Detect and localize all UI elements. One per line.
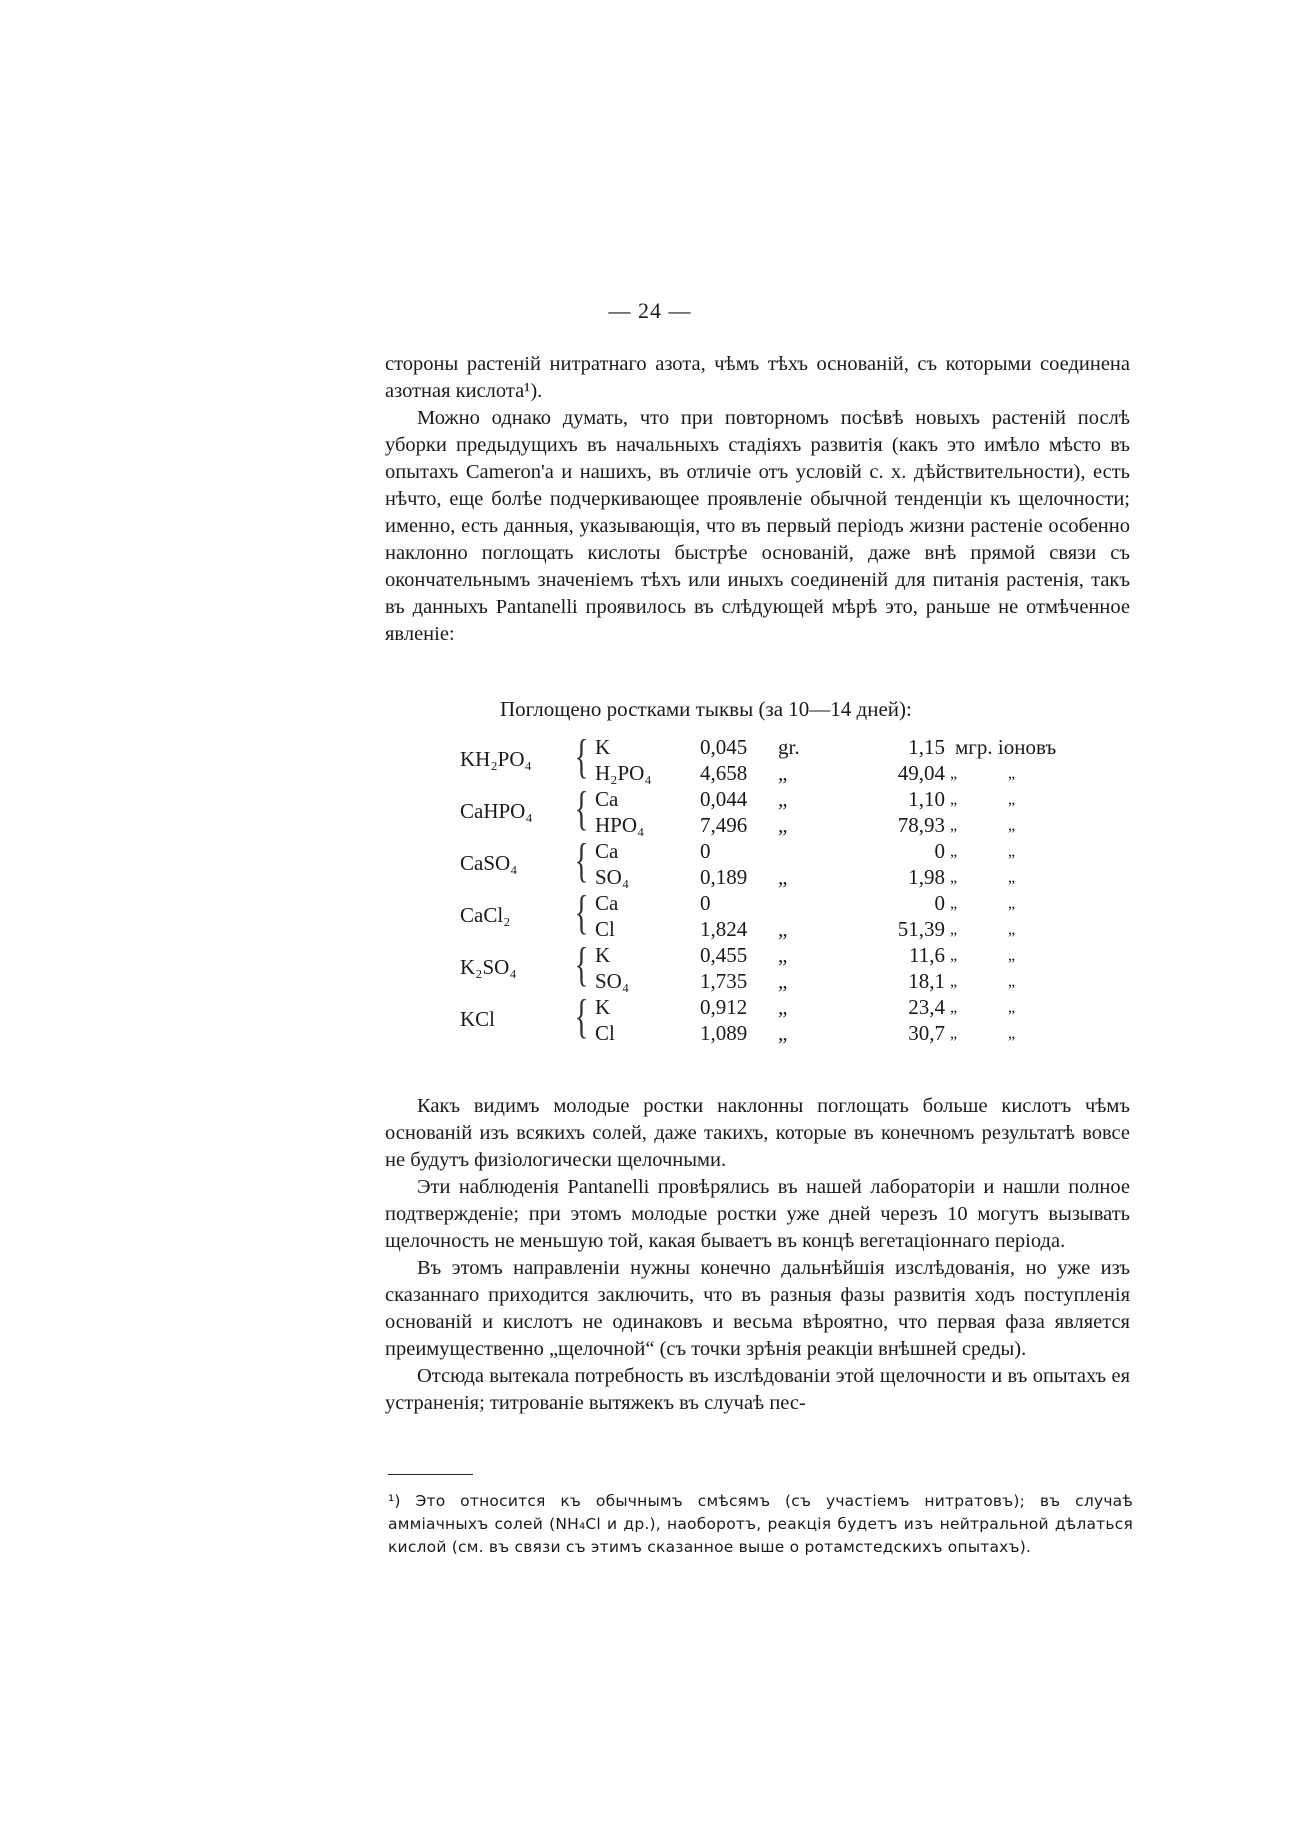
salt-group — [460, 782, 1080, 839]
grams-value: 0 — [700, 839, 711, 863]
ditto-mark: „ — [778, 1021, 788, 1045]
milligrams-value: 1,10 — [908, 787, 945, 811]
table-row — [460, 943, 1080, 969]
table-row — [460, 839, 1080, 865]
salt-formula: CaSO₄ — [460, 851, 518, 875]
table-row — [460, 787, 1080, 813]
table-row — [460, 735, 1080, 761]
ditto-mark: „ — [1008, 999, 1016, 1016]
ditto-mark: „ — [1008, 817, 1016, 834]
ditto-mark: „ — [950, 973, 958, 990]
ditto-mark: „ — [778, 943, 788, 967]
ion-name: Ca — [595, 787, 619, 811]
ditto-mark: „ — [778, 969, 788, 993]
milligrams-value: 30,7 — [908, 1021, 945, 1045]
table-row — [460, 865, 1080, 891]
milligrams-value: 49,04 — [897, 761, 945, 785]
absorption-table — [460, 730, 1080, 1055]
salt-formula: CaCl₂ — [460, 903, 511, 927]
ion-name: K — [595, 735, 611, 759]
table-row — [460, 891, 1080, 917]
ditto-mark: „ — [778, 761, 788, 785]
footnote: ¹) Это относится къ обычнымъ смѣсямъ (съ участіемъ нитратовъ); въ случаѣ аммiачныхъ солей (NH₄Cl и др.), наоборотъ, реакція будетъ изъ нейтральной дѣлаться кислой (см. въ связи съ этимъ сказанное выше о ротамстедскихъ опытахъ). — [388, 1492, 1133, 1556]
ditto-mark: „ — [950, 791, 958, 808]
brace-icon: { — [574, 834, 589, 887]
ion-name: Ca — [595, 891, 619, 915]
ditto-mark: „ — [1008, 973, 1016, 990]
paragraph: Можно однако думать, что при повторномъ посѣвѣ новыхъ растеній послѣ уборки предыдущихъ въ начальныхъ стадіяхъ развитія (какъ это имѣло мѣсто въ опытахъ Cameron'a и нашихъ, въ отличіе отъ условій с. х. дѣйствительности), есть нѣчто, еще болѣе подчеркивающее проявленіе обычной тенденціи къ щелочности; именно, есть данныя, указывающія, что въ первый періодъ жизни растеніе особенно наклонно поглощать кислоты быстрѣе основаній, даже внѣ прямой связи съ окончательнымъ значеніемъ тѣхъ или иныхъ соединеній для питанія растенія, такъ въ данныхъ Pantanelli проявилось въ слѣдующей мѣрѣ это, раньше не отмѣченное явленіе: — [385, 407, 1130, 645]
salt-group — [460, 938, 1080, 995]
milligrams-value: 1,15 — [908, 735, 945, 759]
paragraph: стороны растеній нитратнаго азота, чѣмъ тѣхъ основаній, съ которыми соединена азотная кислота¹). — [385, 353, 1130, 402]
table-row — [460, 969, 1080, 995]
grams-value: 0,045 — [700, 735, 748, 759]
ditto-mark: „ — [1008, 765, 1016, 782]
ion-name: Ca — [595, 839, 619, 863]
paragraph: Эти наблюденія Pantanelli провѣрялись въ нашей лабораторіи и нашли полное подтвержденіе; при этомъ молодые ростки уже дней черезъ 10 могутъ вызывать щелочность не меньшую той, какая бываетъ въ концѣ вегетаціоннаго періода. — [385, 1176, 1130, 1252]
brace-icon: { — [574, 730, 589, 783]
ion-name: HPO₄ — [595, 813, 645, 837]
ion-name: Cl — [595, 917, 615, 941]
table-row — [460, 813, 1080, 839]
brace-icon: { — [574, 938, 589, 991]
milligrams-value: 18,1 — [908, 969, 945, 993]
paragraph: Какъ видимъ молодые ростки наклонны поглощать больше кислотъ чѣмъ основаній изъ всякихъ солей, даже такихъ, которые въ конечномъ результатѣ вовсе не будутъ физіологически щелочными. — [385, 1095, 1130, 1171]
ion-name: SO₄ — [595, 865, 630, 889]
table-row — [460, 917, 1080, 943]
ditto-mark: „ — [1008, 947, 1016, 964]
ion-name: K — [595, 943, 611, 967]
paragraph: Отсюда вытекала потребность въ изслѣдованіи этой щелочности и въ опытахъ ея устраненія; титрованіе вытяжекъ въ случаѣ пес- — [385, 1365, 1130, 1414]
salt-formula: K₂SO₄ — [460, 955, 517, 979]
grams-unit: gr. — [778, 735, 800, 759]
salt-formula: KH₂PO₄ — [460, 747, 532, 771]
salt-group — [460, 886, 1080, 943]
ditto-mark: „ — [1008, 843, 1016, 860]
page-number: — 24 — — [608, 298, 692, 323]
grams-value: 4,658 — [700, 761, 748, 785]
grams-value: 0,044 — [700, 787, 748, 811]
salt-group — [460, 990, 1080, 1047]
brace-icon: { — [574, 990, 589, 1043]
salt-formula: CaHPO₄ — [460, 799, 533, 823]
grams-value: 1,824 — [700, 917, 748, 941]
ditto-mark: „ — [950, 765, 958, 782]
paragraph: Въ этомъ направленіи нужны конечно дальнѣйшія изслѣдованія, но уже изъ сказаннаго приходится заключить, что въ разныя фазы развитія ходъ поступленія основаній и кислотъ не одинаковъ и весьма вѣроятно, что первая фаза является преимущественно „щелочной“ (съ точки зрѣнія реакціи внѣшней среды). — [385, 1257, 1130, 1360]
table-row — [460, 761, 1080, 787]
ditto-mark: „ — [1008, 1025, 1016, 1042]
ditto-mark: „ — [950, 921, 958, 938]
ditto-mark: „ — [950, 895, 958, 912]
text-block-bottom — [385, 1093, 1130, 1417]
table-row — [460, 1021, 1080, 1047]
footnote-divider — [388, 1474, 473, 1475]
milligrams-value: 0 — [934, 839, 945, 863]
ditto-mark: „ — [778, 917, 788, 941]
salt-formula: KCl — [460, 1007, 496, 1031]
brace-icon: { — [574, 782, 589, 835]
grams-value: 1,089 — [700, 1021, 748, 1045]
grams-value: 0,455 — [700, 943, 748, 967]
milligrams-value: 0 — [934, 891, 945, 915]
milligrams-value: 51,39 — [897, 917, 945, 941]
ditto-mark: „ — [1008, 895, 1016, 912]
text-block-top — [385, 351, 1130, 648]
table-caption: Поглощено ростками тыквы (за 10—14 дней): — [500, 697, 912, 721]
salt-group — [460, 730, 1080, 787]
ditto-mark: „ — [950, 843, 958, 860]
grams-value: 7,496 — [700, 813, 748, 837]
milligrams-unit: мгр. іоновъ — [955, 735, 1057, 759]
ditto-mark: „ — [778, 813, 788, 837]
ditto-mark: „ — [778, 995, 788, 1019]
ditto-mark: „ — [950, 869, 958, 886]
grams-value: 0 — [700, 891, 711, 915]
milligrams-value: 1,98 — [908, 865, 945, 889]
ditto-mark: „ — [950, 817, 958, 834]
ditto-mark: „ — [950, 947, 958, 964]
salt-group — [460, 834, 1080, 891]
brace-icon: { — [574, 886, 589, 939]
ditto-mark: „ — [778, 865, 788, 889]
milligrams-value: 11,6 — [909, 943, 945, 967]
ditto-mark: „ — [950, 1025, 958, 1042]
ion-name: Cl — [595, 1021, 615, 1045]
grams-value: 0,912 — [700, 995, 748, 1019]
table-row — [460, 995, 1080, 1021]
ditto-mark: „ — [1008, 921, 1016, 938]
ion-name: H₂PO₄ — [595, 761, 652, 785]
ditto-mark: „ — [1008, 791, 1016, 808]
milligrams-value: 78,93 — [897, 813, 945, 837]
ditto-mark: „ — [1008, 869, 1016, 886]
ditto-mark: „ — [950, 999, 958, 1016]
milligrams-value: 23,4 — [908, 995, 945, 1019]
grams-value: 0,189 — [700, 865, 748, 889]
grams-value: 1,735 — [700, 969, 748, 993]
ion-name: K — [595, 995, 611, 1019]
ion-name: SO₄ — [595, 969, 630, 993]
ditto-mark: „ — [778, 787, 788, 811]
